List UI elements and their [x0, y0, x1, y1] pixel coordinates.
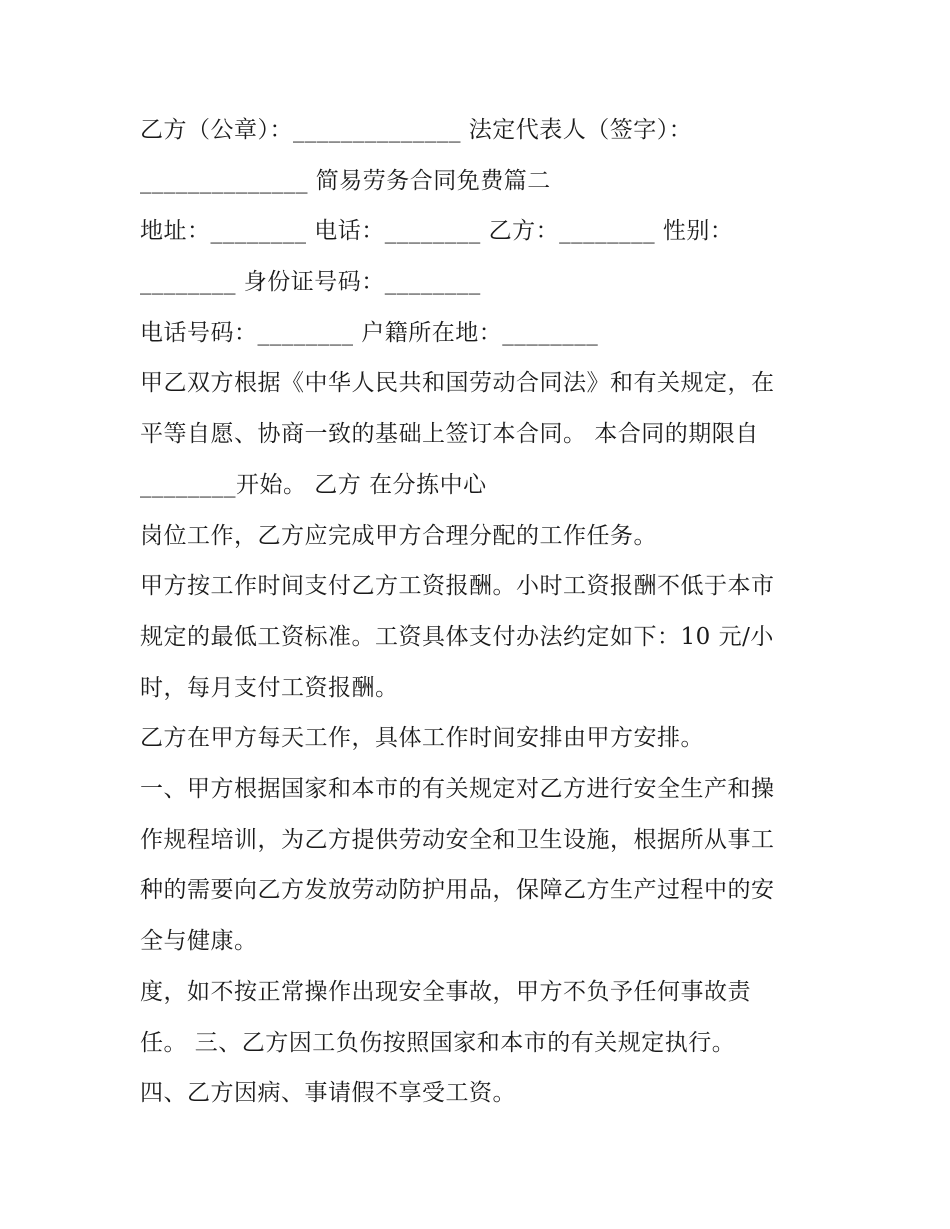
text-line: 电话号码：________ 户籍所在地：________: [140, 320, 599, 346]
text-line: 乙方在甲方每天工作，具体工作时间安排由甲方安排。: [140, 725, 704, 751]
text-line: ________ 身份证号码：________: [140, 269, 481, 295]
text-line: 地址：________ 电话：________ 乙方：________ 性别：: [140, 218, 734, 244]
text-line: 平等自愿、协商一致的基础上签订本合同。 本合同的期限自: [140, 421, 759, 447]
text-line: 作规程培训，为乙方提供劳动安全和卫生设施，根据所从事工: [140, 827, 775, 853]
text-line: 甲乙双方根据《中华人民共和国劳动合同法》和有关规定，在: [140, 370, 775, 396]
text-line: 时，每月支付工资报酬。: [140, 675, 399, 701]
text-line: 全与健康。: [140, 928, 258, 954]
text-line: 四、乙方因病、事请假不享受工资。: [140, 1080, 516, 1106]
text-line: 一、甲方根据国家和本市的有关规定对乙方进行安全生产和操: [140, 776, 775, 802]
text-line: 种的需要向乙方发放劳动防护用品，保障乙方生产过程中的安: [140, 877, 775, 903]
text-line: 岗位工作，乙方应完成甲方合理分配的工作任务。: [140, 523, 657, 549]
text-line: 任。 三、乙方因工负伤按照国家和本市的有关规定执行。: [140, 1030, 736, 1056]
text-line: 度，如不按正常操作出现安全事故，甲方不负予任何事故责: [140, 979, 751, 1005]
text-line: ______________ 简易劳务合同免费篇二: [140, 168, 551, 194]
text-line: ________开始。 乙方 在分拣中心: [140, 472, 487, 498]
text-line: 乙方（公章）：______________ 法定代表人（签字）：: [140, 117, 693, 143]
text-line: 甲方按工作时间支付乙方工资报酬。小时工资报酬不低于本市: [140, 573, 775, 599]
text-line: 规定的最低工资标准。工资具体支付办法约定如下：10 元/小: [140, 624, 774, 650]
